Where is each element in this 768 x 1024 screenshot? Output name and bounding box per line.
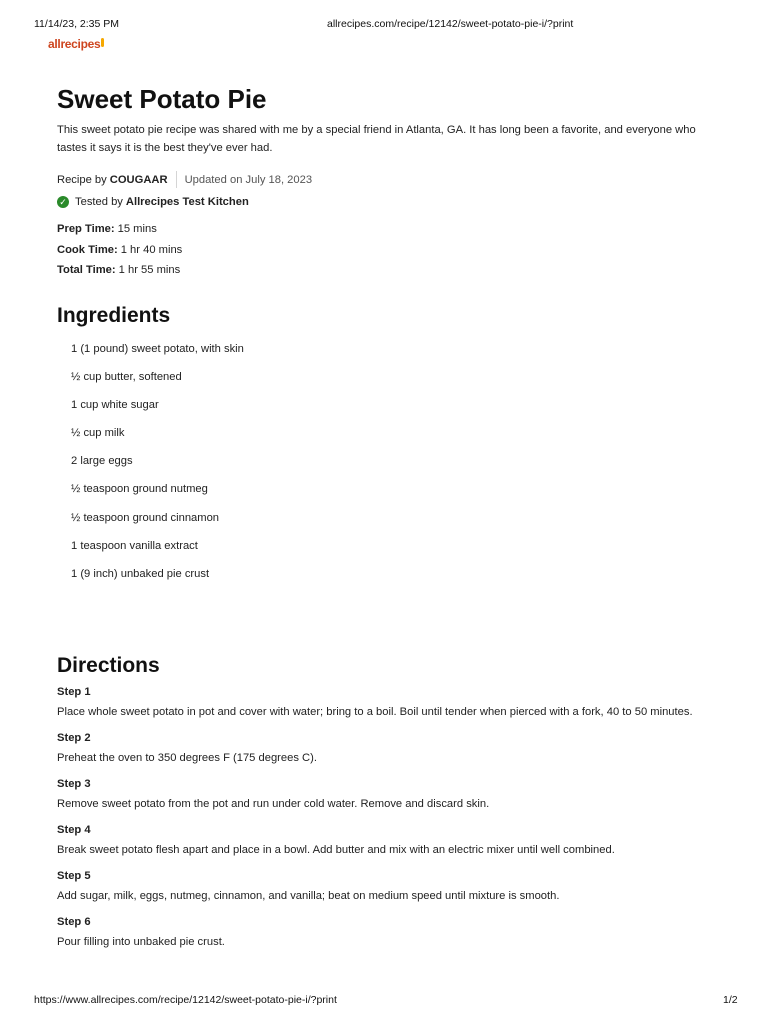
direction-step — [57, 684, 717, 720]
spoon-icon — [101, 38, 104, 47]
time-value: 1 hr 40 mins — [120, 243, 183, 256]
author-link[interactable]: COUGAAR — [109, 173, 168, 186]
ingredients-list — [71, 341, 244, 594]
print-datetime: 11/14/23, 2:35 PM — [34, 18, 120, 30]
ingredient-item: 1 teaspoon vanilla extract — [71, 539, 198, 552]
step-text: Place whole sweet potato in pot and cover with water; bring to a boil. Boil until tender when pierced with a fork, 40 to 50 minutes. — [57, 706, 693, 718]
updated-date: Updated on July 18, 2023 — [184, 173, 313, 186]
direction-step — [57, 914, 717, 950]
time-label: Prep Time: — [57, 223, 115, 235]
cook-time — [57, 242, 182, 263]
directions-steps — [57, 684, 717, 960]
step-label: Step 4 — [57, 824, 91, 836]
ingredient-item: 2 large eggs — [71, 455, 133, 468]
time-label: Total Time: — [57, 264, 116, 276]
step-text: Remove sweet potato from the pot and run under cold water. Remove and discard skin. — [57, 798, 490, 810]
total-time — [57, 262, 182, 283]
check-circle-icon: ✓ — [57, 196, 69, 208]
step-label: Step 6 — [57, 916, 91, 928]
print-url[interactable]: allrecipes.com/recipe/12142/sweet-potato-pie-i/?print — [327, 18, 574, 30]
direction-step — [57, 868, 717, 904]
direction-step — [57, 730, 717, 766]
byline-prefix: Recipe by — [57, 173, 107, 186]
ingredient-item: ½ teaspoon ground cinnamon — [71, 511, 220, 524]
recipe-times — [57, 221, 182, 283]
step-label: Step 5 — [57, 870, 91, 882]
logo-text: allrecipes — [48, 37, 101, 51]
byline-divider — [176, 171, 177, 188]
time-value: 1 hr 55 mins — [118, 264, 181, 276]
ingredient-item: 1 cup white sugar — [71, 399, 159, 412]
tested-prefix: Tested by — [75, 196, 123, 208]
ingredients-heading: Ingredients — [57, 304, 171, 327]
page-number: 1/2 — [723, 994, 738, 1006]
ingredient-item: ½ cup butter, softened — [71, 371, 182, 384]
ingredient-item: ½ cup milk — [71, 427, 125, 440]
prep-time — [57, 221, 182, 242]
step-text: Pour filling into unbaked pie crust. — [57, 936, 225, 948]
allrecipes-logo[interactable] — [48, 37, 104, 51]
tested-by-link[interactable]: Allrecipes Test Kitchen — [125, 196, 249, 208]
step-label: Step 2 — [57, 732, 91, 744]
byline — [57, 171, 312, 188]
ingredient-item: ½ teaspoon ground nutmeg — [71, 483, 208, 496]
step-label: Step 3 — [57, 778, 91, 790]
footer-url[interactable]: https://www.allrecipes.com/recipe/12142/sweet-potato-pie-i/?print — [34, 994, 337, 1006]
direction-step — [57, 822, 717, 858]
time-label: Cook Time: — [57, 243, 118, 256]
step-label: Step 1 — [57, 686, 91, 698]
step-text: Preheat the oven to 350 degrees F (175 degrees C). — [57, 752, 317, 764]
direction-step — [57, 776, 717, 812]
ingredient-item: 1 (9 inch) unbaked pie crust — [71, 567, 210, 580]
directions-heading: Directions — [57, 654, 160, 677]
step-text: Break sweet potato flesh apart and place in a bowl. Add butter and mix with an electric mixer until well combined. — [57, 844, 615, 856]
recipe-description: This sweet potato pie recipe was shared with me by a special friend in Atlanta, GA. It has long been a favorite, and everyone who tastes it says it is the best they've ever had. — [57, 124, 696, 154]
step-text: Add sugar, milk, eggs, nutmeg, cinnamon, and vanilla; beat on medium speed until mixture is smooth. — [57, 890, 560, 902]
ingredient-item: 1 (1 pound) sweet potato, with skin — [71, 343, 244, 355]
recipe-title: Sweet Potato Pie — [57, 84, 267, 114]
tested-by — [57, 196, 249, 208]
time-value: 15 mins — [117, 223, 157, 235]
